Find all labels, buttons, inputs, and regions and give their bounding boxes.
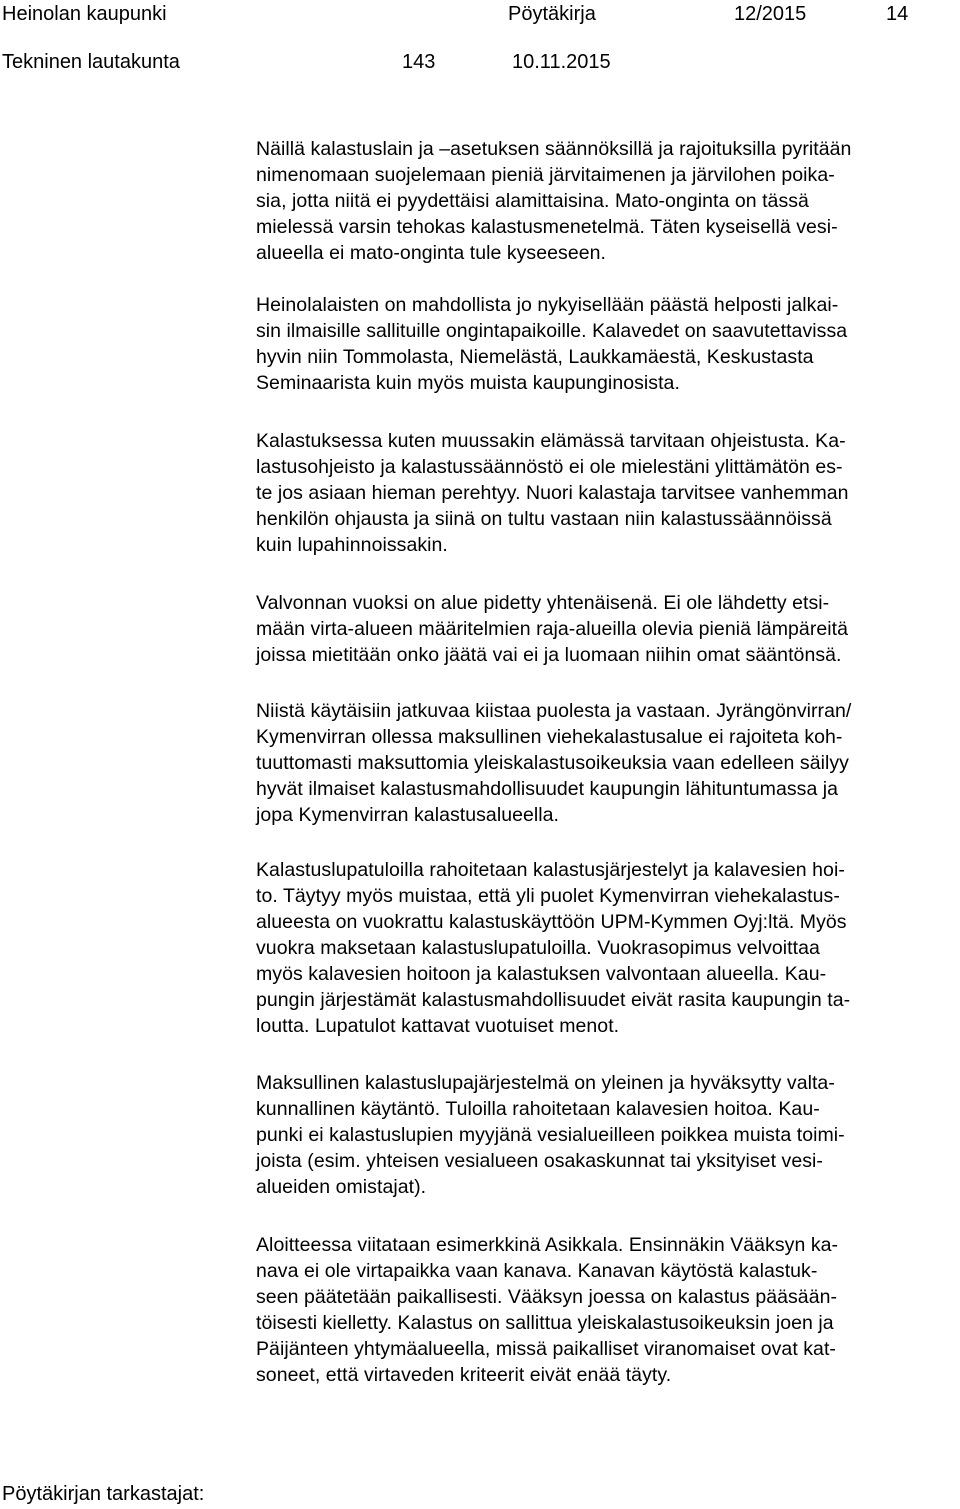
header-doc-type: Pöytäkirja	[508, 3, 596, 25]
footer-reviewers-label: Pöytäkirjan tarkastajat:	[2, 1483, 205, 1505]
paragraph-line: alueella ei mato-onginta tule kyseeseen.	[256, 242, 606, 264]
paragraph-line: mielessä varsin tehokas kalastusmenetelmä. Täten kyseisellä vesi-	[256, 216, 838, 238]
header-page-number: 14	[886, 3, 909, 25]
paragraph-line: hyvin niin Tommolasta, Niemelästä, Laukkamäestä, Keskustasta	[256, 346, 814, 368]
paragraph-line: alueesta on vuokrattu kalastuskäyttöön UPM-Kymmen Oyj:ltä. Myös	[256, 911, 847, 933]
paragraph-line: te jos asiaan hieman perehtyy. Nuori kalastaja tarvitsee vanhemman	[256, 482, 849, 504]
paragraph-line: alueiden omistajat).	[256, 1176, 427, 1198]
paragraph-line: lastusohjeisto ja kalastussäännöstö ei ole mielestäni ylittämätön es-	[256, 456, 843, 478]
paragraph-line: pungin järjestämät kalastusmahdollisuudet eivät rasita kaupungin ta-	[256, 989, 851, 1011]
paragraph-line: vuokra maksetaan kalastuslupatuloilla. Vuokrasopimus velvoittaa	[256, 937, 820, 959]
paragraph-line: Aloitteessa viitataan esimerkkinä Asikkala. Ensinnäkin Vääksyn ka-	[256, 1234, 839, 1256]
paragraph-line: nimenomaan suojelemaan pieniä järvitaimenen ja järvilohen poika-	[256, 164, 835, 186]
header-date: 10.11.2015	[512, 51, 611, 73]
header-municipality: Heinolan kaupunki	[2, 3, 167, 25]
paragraph-line: mään virta-alueen määritelmien raja-alueilla olevia pieniä lämpäreitä	[256, 618, 849, 640]
paragraph-line: to. Täytyy myös muistaa, että yli puolet Kymenvirran viehekalastus-	[256, 885, 840, 907]
paragraph-line: Valvonnan vuoksi on alue pidetty yhtenäisenä. Ei ole lähdetty etsi-	[256, 592, 830, 614]
paragraph-line: myös kalavesien hoitoon ja kalastuksen valvontaan alueella. Kau-	[256, 963, 827, 985]
paragraph-line: Heinolalaisten on mahdollista jo nykyisellään päästä helposti jalkai-	[256, 294, 839, 316]
paragraph-line: kunnallinen käytäntö. Tuloilla rahoitetaan kalavesien hoitoa. Kau-	[256, 1098, 820, 1120]
paragraph-line: sia, jotta niitä ei pyydettäisi alamittaisina. Mato-onginta on tässä	[256, 190, 809, 212]
paragraph-line: henkilön ohjausta ja siinä on tultu vastaan niin kalastussäännöissä	[256, 508, 832, 530]
paragraph-line: soneet, että virtaveden kriteerit eivät enää täyty.	[256, 1364, 672, 1386]
paragraph-line: Päijänteen yhtymäalueella, missä paikalliset viranomaiset ovat kat-	[256, 1338, 836, 1360]
paragraph-line: Maksullinen kalastuslupajärjestelmä on yleinen ja hyväksytty valta-	[256, 1072, 835, 1094]
paragraph-line: nava ei ole virtapaikka vaan kanava. Kanavan käytöstä kalastuk-	[256, 1260, 818, 1282]
paragraph-line: Näillä kalastuslain ja –asetuksen säännöksillä ja rajoituksilla pyritään	[256, 138, 852, 160]
header-doc-number: 12/2015	[734, 3, 807, 25]
paragraph-line: punki ei kalastuslupien myyjänä vesialueilleen poikkea muista toimi-	[256, 1124, 845, 1146]
paragraph-line: Kymenvirran ollessa maksullinen viehekalastusalue ei rajoiteta koh-	[256, 726, 843, 748]
paragraph-line: hyvät ilmaiset kalastusmahdollisuudet kaupungin lähituntumassa ja	[256, 778, 839, 800]
header-section-number: 143	[402, 51, 436, 73]
paragraph-line: tuuttomasti maksuttomia yleiskalastusoikeuksia vaan edelleen säilyy	[256, 752, 849, 774]
paragraph-line: kuin lupahinnoissakin.	[256, 534, 448, 556]
paragraph-line: joissa mietitään onko jäätä vai ei ja luomaan niihin omat sääntönsä.	[256, 644, 842, 666]
paragraph-line: joista (esim. yhteisen vesialueen osakaskunnat tai yksityiset vesi-	[256, 1150, 823, 1172]
paragraph-line: Kalastuslupatuloilla rahoitetaan kalastusjärjestelyt ja kalavesien hoi-	[256, 859, 845, 881]
paragraph-line: Seminaarista kuin myös muista kaupunginosista.	[256, 372, 680, 394]
paragraph-line: jopa Kymenvirran kalastusalueella.	[256, 804, 560, 826]
paragraph-line: seen päätetään paikallisesti. Vääksyn joessa on kalastus pääsään-	[256, 1286, 838, 1308]
paragraph-line: loutta. Lupatulot kattavat vuotuiset menot.	[256, 1015, 620, 1037]
paragraph-line: töisesti kielletty. Kalastus on sallittua yleiskalastusoikeuksin joen ja	[256, 1312, 834, 1334]
paragraph-line: Kalastuksessa kuten muussakin elämässä tarvitaan ohjeistusta. Ka-	[256, 430, 846, 452]
paragraph-line: sin ilmaisille sallituille ongintapaikoille. Kalavedet on saavutettavissa	[256, 320, 848, 342]
header-committee: Tekninen lautakunta	[2, 51, 180, 73]
paragraph-line: Niistä käytäisiin jatkuvaa kiistaa puolesta ja vastaan. Jyrängönvirran/	[256, 700, 852, 722]
